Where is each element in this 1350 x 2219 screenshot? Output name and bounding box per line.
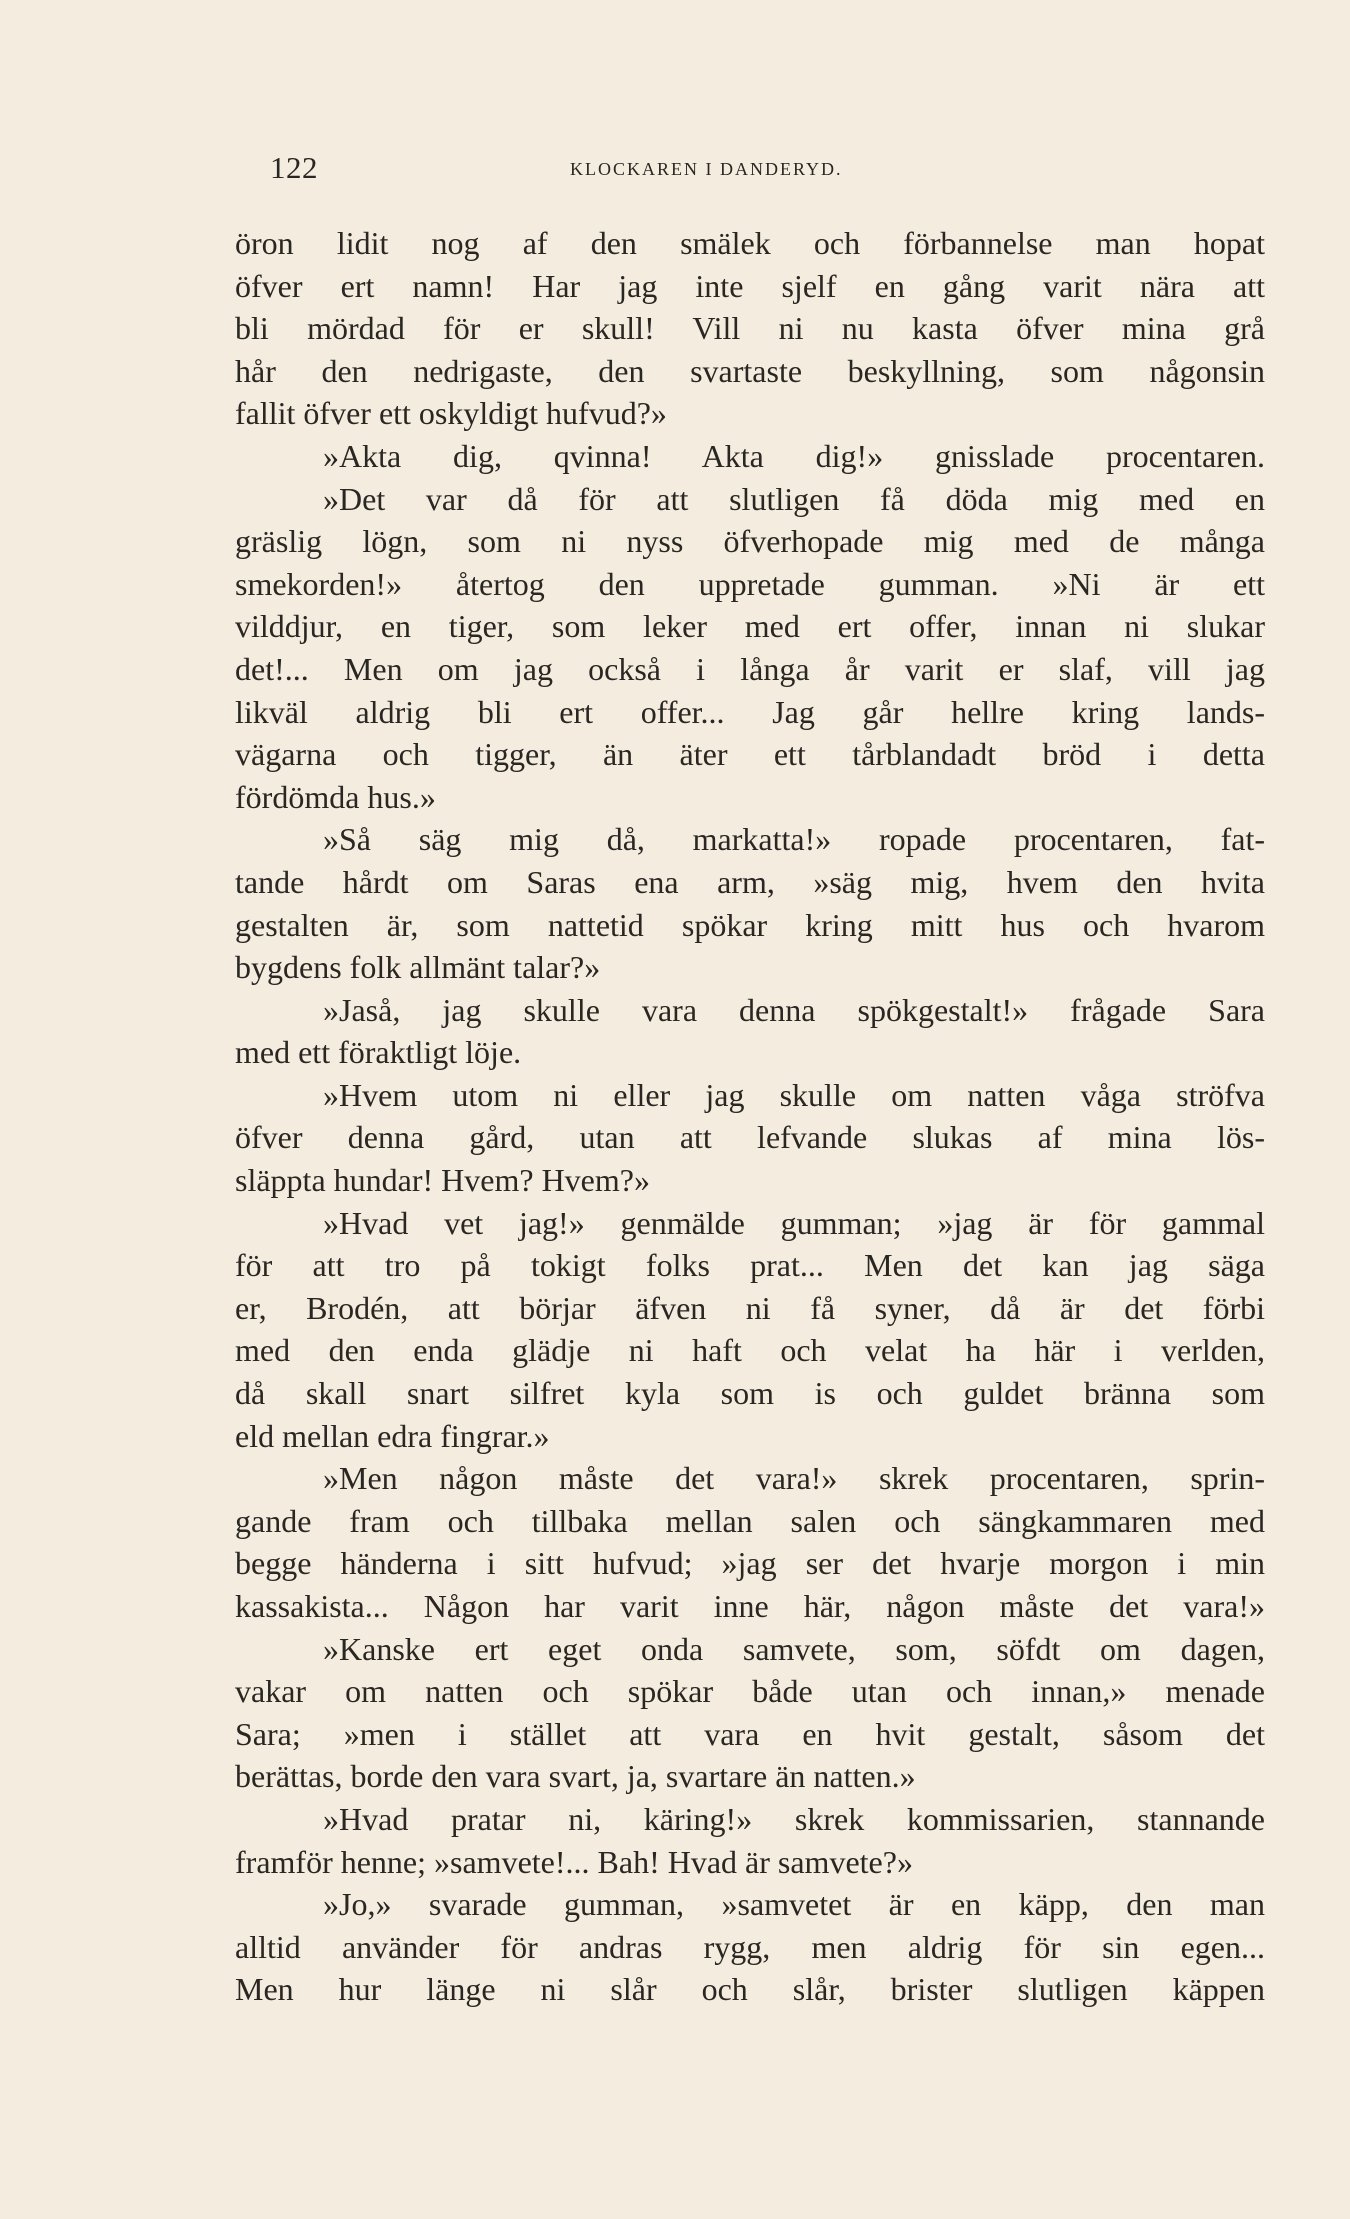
text-line: kassakista... Någon har varit inne här, någon måste det vara!» bbox=[235, 1588, 1265, 1624]
text-line: Men hur länge ni slår och slår, brister slutligen käppen bbox=[235, 1971, 1265, 2008]
text-line: fördömda hus.» bbox=[235, 778, 436, 815]
text-line: öfver denna gård, utan att lefvande slukas af mina lös- bbox=[235, 1119, 1265, 1156]
text-line: det!... Men om jag också i långa år varit er slaf, vill jag bbox=[235, 650, 1265, 687]
text-line: likväl aldrig bli ert offer... Jag går hellre kring lands- bbox=[235, 693, 1265, 730]
text-line: »Jaså, jag skulle vara denna spökgestalt!» frågade Sara bbox=[323, 991, 1265, 1028]
text-line: »Det var då för att slutligen få döda mig med en bbox=[323, 480, 1265, 517]
text-line: framför henne; »samvete!... Bah! Hvad är samvete?» bbox=[235, 1843, 913, 1880]
text-line: med ett föraktligt löje. bbox=[235, 1034, 522, 1071]
text-line: öfver ert namn! Har jag inte sjelf en gång varit nära att bbox=[235, 267, 1265, 304]
text-line: begge händerna i sitt hufvud; »jag ser det hvarje morgon i min bbox=[235, 1545, 1265, 1582]
text-line: gestalten är, som nattetid spökar kring mitt hus och hvarom bbox=[235, 906, 1265, 943]
text-line: då skall snart silfret kyla som is och guldet bränna som bbox=[235, 1375, 1265, 1412]
text-line: med den enda glädje ni haft och velat ha här i verlden, bbox=[235, 1332, 1265, 1369]
text-line: gräslig lögn, som ni nyss öfverhopade mig med de många bbox=[235, 523, 1265, 560]
running-title: KLOCKAREN I DANDERYD. bbox=[570, 159, 843, 179]
text-line: »Hvem utom ni eller jag skulle om natten våga ströfva bbox=[323, 1076, 1265, 1113]
text-line: er, Brodén, att börjar äfven ni få syner, då är det förbi bbox=[235, 1289, 1265, 1326]
text-line: släppta hundar! Hvem? Hvem?» bbox=[235, 1162, 650, 1199]
text-line: för att tro på tokigt folks prat... Men det kan jag säga bbox=[235, 1247, 1265, 1284]
text-line: eld mellan edra fingrar.» bbox=[235, 1417, 550, 1454]
text-line: Sara; »men i stället att vara en hvit gestalt, såsom det bbox=[235, 1715, 1265, 1752]
text-line: hår den nedrigaste, den svartaste beskyllning, som någonsin bbox=[235, 352, 1265, 389]
text-line: »Men någon måste det vara!» skrek procentaren, sprin- bbox=[323, 1460, 1265, 1497]
text-line: vägarna och tigger, än äter ett tårblandadt bröd i detta bbox=[235, 736, 1265, 773]
text-line: smekorden!» återtog den uppretade gumman. »Ni är ett bbox=[235, 565, 1265, 602]
body-text bbox=[235, 222, 1265, 2011]
text-line: gande fram och tillbaka mellan salen och sängkammaren med bbox=[235, 1502, 1265, 1539]
page-number: 122 bbox=[270, 150, 318, 185]
text-line: »Så säg mig då, markatta!» ropade procentaren, fat- bbox=[323, 821, 1265, 858]
text-line: tande hårdt om Saras ena arm, »säg mig, hvem den hvita bbox=[235, 863, 1265, 900]
text-line: »Akta dig, qvinna! Akta dig!» gnisslade procentaren. bbox=[323, 437, 1265, 474]
text-line: alltid använder för andras rygg, men aldrig för sin egen... bbox=[235, 1928, 1265, 1965]
text-line: vakar om natten och spökar både utan och innan,» menade bbox=[235, 1673, 1265, 1710]
text-line: berättas, borde den vara svart, ja, svartare än natten.» bbox=[235, 1758, 916, 1795]
text-line: »Hvad pratar ni, käring!» skrek kommissarien, stannande bbox=[323, 1800, 1265, 1837]
text-line: bygdens folk allmänt talar?» bbox=[235, 949, 601, 986]
text-line: vilddjur, en tiger, som leker med ert offer, innan ni slukar bbox=[235, 608, 1265, 645]
text-line: »Jo,» svarade gumman, »samvetet är en käpp, den man bbox=[323, 1886, 1265, 1923]
text-line: fallit öfver ett oskyldigt hufvud?» bbox=[235, 395, 667, 432]
text-line: »Kanske ert eget onda samvete, som, söfdt om dagen, bbox=[323, 1630, 1265, 1667]
text-line: bli mördad för er skull! Vill ni nu kasta öfver mina grå bbox=[235, 310, 1265, 347]
page-header bbox=[270, 148, 1270, 188]
text-line: »Hvad vet jag!» genmälde gumman; »jag är för gammal bbox=[323, 1204, 1265, 1241]
text-line: öron lidit nog af den smälek och förbannelse man hopat bbox=[235, 225, 1265, 261]
